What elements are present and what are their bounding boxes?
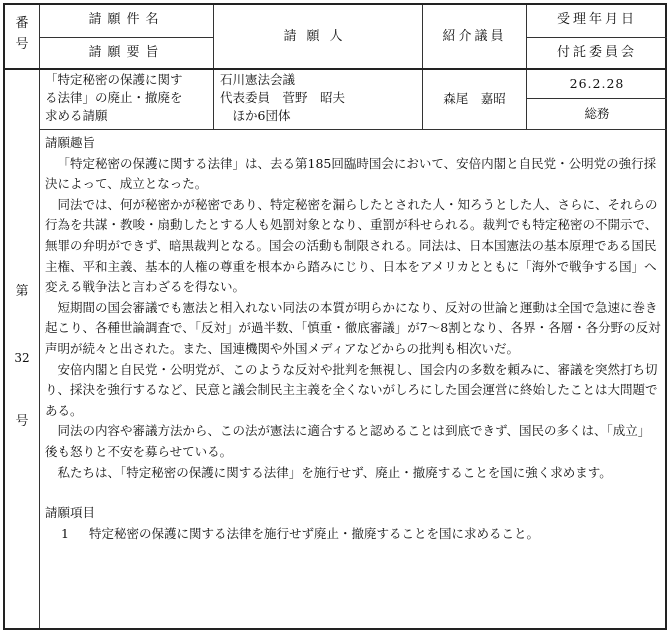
petition-form-frame bbox=[3, 3, 667, 630]
petitioner-line: 代表委員 菅野 昭夫 bbox=[220, 90, 346, 105]
purpose-paragraph: 安倍内閣と自民党・公明党が、このような反対や批判を無視し、国会内の多数を頼みに、審議を突然打ち切り、採決を強行するなど、民意と議会制民主主義を全くないがしろにした国会運営に終始したことは大問題である。 bbox=[45, 361, 658, 418]
received-date: 26.2.28 bbox=[569, 76, 625, 91]
petition-body bbox=[45, 133, 662, 625]
petition-item bbox=[45, 524, 662, 545]
purpose-paragraph: 同法の内容や審議方法から、この法が憲法に適合すると認めることは到底できず、国民の多くは、「成立」後も怒りと不安を募らせている。 bbox=[45, 423, 651, 459]
committee-name: 総務 bbox=[584, 106, 610, 121]
petition-title-line: 「特定秘密の保護に関す bbox=[45, 72, 183, 87]
purpose-paragraph: 私たちは、「特定秘密の保護に関する法律」を施行せず、廃止・撤廃することを国に強く求めます。 bbox=[57, 464, 612, 480]
petitioner-header: 請願人 bbox=[283, 29, 353, 44]
committee-header: 付託委員会 bbox=[556, 45, 637, 60]
column-divider-number bbox=[39, 5, 40, 628]
purpose-paragraph: 同法では、何が秘密かが秘密であり、特定秘密を漏らしたとされた人・知ろうとした人、さらに、それらの行為を共謀・教唆・扇動したとする人も処罰対象となり、重罰が科せられる。裁判でも特定秘密の不開示で、無罪の弁明ができず、暗黒裁判となる。国会の活動も制限される。同法は、日本国憲法の基本原理である国民主権、平和主義、基本的人権の尊重を根本から踏みにじり、日本をアメリカとともに「海外で戦争する国」へ変える戦争法と言わざるを得ない。 bbox=[45, 196, 658, 295]
number-header-bottom: 号 bbox=[15, 37, 29, 52]
petitioner-line: 石川憲法会議 bbox=[220, 72, 296, 87]
record-number-suffix: 号 bbox=[15, 414, 29, 429]
introducer-header: 紹介議員 bbox=[442, 29, 507, 44]
petitioner bbox=[220, 71, 420, 129]
received-date-header: 受理年月日 bbox=[556, 12, 637, 27]
purpose-paragraph: 「特定秘密の保護に関する法律」は、去る第185回臨時国会において、安倍内閣と自民党・公明党の強行採決によって、成立となった。 bbox=[45, 155, 657, 192]
petition-title-line: 求める請願 bbox=[45, 108, 108, 123]
petitioner-line: ほか6団体 bbox=[220, 108, 291, 123]
petition-item-number: 1 bbox=[61, 525, 69, 541]
petition-title-line: る法律」の廃止・撤廃を bbox=[45, 90, 183, 105]
items-heading: 請願項目 bbox=[45, 505, 96, 521]
petition-item-text: 特定秘密の保護に関する法律を施行せず廃止・撤廃することを国に求めること。 bbox=[89, 525, 540, 541]
record-number-value: 32 bbox=[14, 351, 30, 365]
introducer-name: 森尾 嘉昭 bbox=[443, 91, 506, 106]
info-body-divider bbox=[39, 129, 667, 130]
number-header-top: 番 bbox=[15, 16, 29, 31]
record-number-prefix: 第 bbox=[15, 284, 29, 299]
petition-summary-header: 請願要旨 bbox=[88, 45, 165, 60]
purpose-heading: 請願趣旨 bbox=[45, 135, 96, 150]
petition-title bbox=[45, 71, 213, 129]
purpose-paragraph: 短期間の国会審議でも憲法と相入れない同法の本質が明らかになり、反対の世論と運動は全国で急速に巻き起こり、各種世論調査で、「反対」が過半数、「慎重・徹底審議」が7～8割となり、各界・各層・各分野の反対声明が続々と出された。また、国連機関や外国メディアなどからの批判も相次いだ。 bbox=[45, 299, 661, 356]
number-header bbox=[5, 5, 39, 68]
petition-title-header: 請願件名 bbox=[88, 12, 165, 27]
